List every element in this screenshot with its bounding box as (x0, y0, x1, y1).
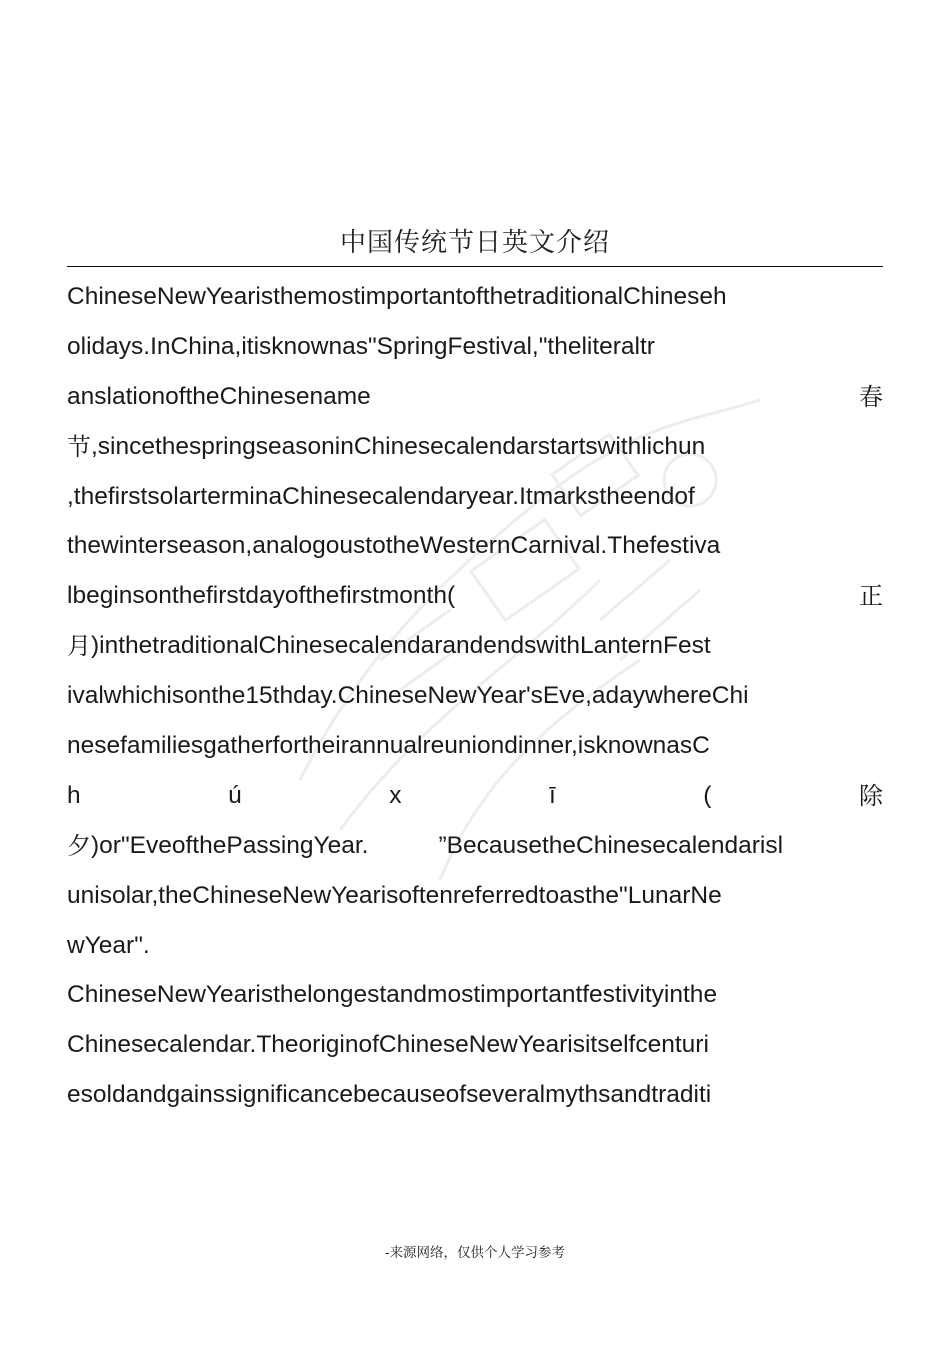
text-run: olidays.InChina,itisknownas"SpringFestival,"theliteraltr (67, 332, 655, 360)
text-line (67, 1020, 883, 1070)
text-line (67, 821, 883, 871)
text-run: ”BecausetheChinesecalendarisl (438, 831, 784, 859)
pinyin-char: ī (548, 781, 556, 809)
text-run: ,sincethespringseasoninChinesecalendarstartswithlichun (91, 432, 706, 460)
text-run: )or"EveofthePassingYear. (91, 831, 369, 859)
pinyin-line (67, 771, 883, 821)
text-run: esoldandgainssignificancebecauseofseveralmythsandtraditi (67, 1081, 712, 1109)
cjk-char: 春 (859, 382, 883, 411)
text-line (67, 422, 883, 472)
pinyin-char: x (389, 781, 402, 809)
text-line (67, 1070, 883, 1120)
page-footer: -来源网络，仅供个人学习参考 (384, 1245, 566, 1261)
pinyin-char: h (67, 781, 81, 809)
pinyin-char: ( (703, 781, 712, 809)
text-run: lbeginsonthefirstdayofthefirstmonth( (67, 582, 456, 610)
cjk-char: 除 (858, 781, 883, 810)
text-line (67, 521, 883, 571)
text-run: )inthetraditionalChinesecalendarandendswithLanternFest (91, 632, 711, 660)
body-text (67, 272, 883, 1120)
cjk-char: 月 (67, 632, 91, 661)
text-run: nesefamiliesgatherfortheirannualreuniondinner,isknownasC (67, 731, 710, 759)
text-run: thewinterseason,analogoustotheWesternCarnival.Thefestiva (67, 532, 721, 560)
text-line (67, 472, 883, 522)
text-line (67, 372, 883, 422)
document-title: 中国传统节日英文介绍 (339, 228, 610, 258)
title-divider (67, 266, 883, 267)
cjk-char: 正 (859, 582, 883, 611)
text-run: unisolar,theChineseNewYearisoftenreferredtoasthe"LunarNe (67, 881, 722, 909)
text-line (67, 871, 883, 921)
text-line (67, 621, 883, 671)
cjk-char: 节 (67, 432, 91, 461)
text-run: ivalwhichisonthe15thday.ChineseNewYear'sEve,adaywhereChi (67, 682, 749, 710)
text-run: anslationoftheChinesename (67, 382, 371, 410)
text-line (67, 671, 883, 721)
text-run: wYear". (67, 931, 150, 959)
text-line (67, 571, 883, 621)
text-run: ChineseNewYearisthemostimportantofthetraditionalChineseh (67, 282, 727, 310)
cjk-char: 夕 (67, 831, 91, 860)
text-line (67, 272, 883, 322)
text-run: ,thefirstsolarterminaChinesecalendaryear.Itmarkstheendof (67, 482, 695, 510)
pinyin-char: ú (228, 781, 242, 809)
text-run: ChineseNewYearisthelongestandmostimportantfestivityinthe (67, 981, 718, 1009)
text-line (67, 970, 883, 1020)
text-line (67, 322, 883, 372)
text-line (67, 921, 883, 971)
text-line (67, 721, 883, 771)
text-run: Chinesecalendar.TheoriginofChineseNewYearisitselfcenturi (67, 1031, 709, 1059)
